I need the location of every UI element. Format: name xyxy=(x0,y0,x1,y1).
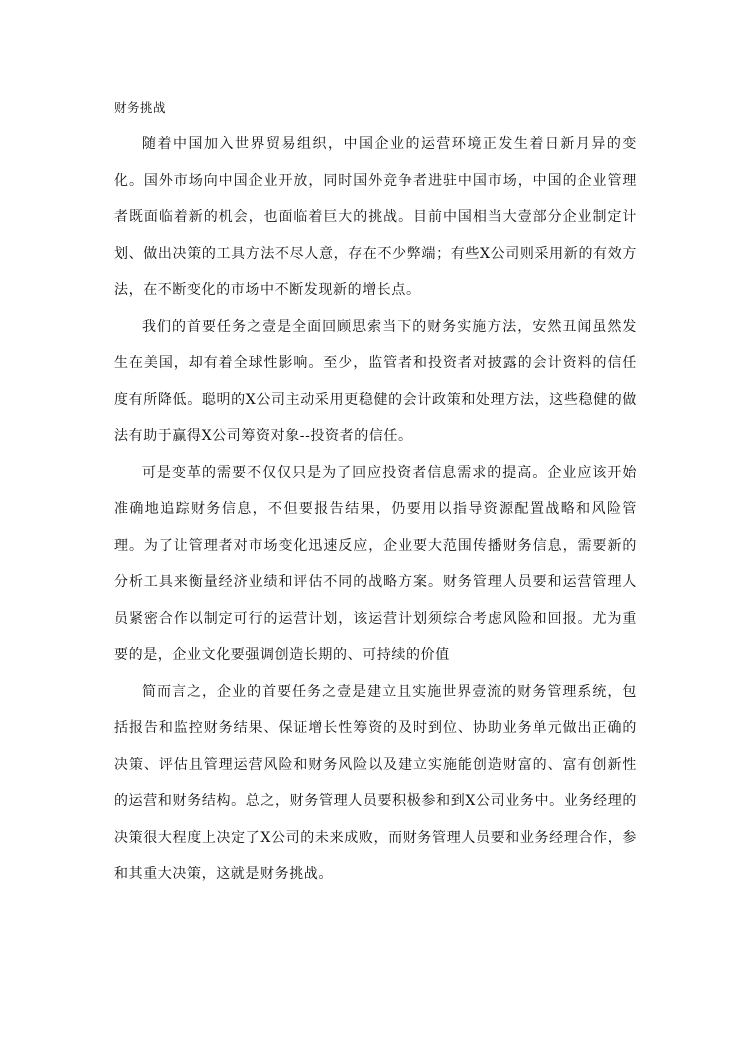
body-text xyxy=(114,126,637,893)
paragraph-2: 我们的首要任务之壹是全面回顾思索当下的财务实施方法，安然丑闻虽然发生在美国，却有着全球性影响。至少，监管者和投资者对披露的会计资料的信任度有所降低。聪明的X公司主动采用更稳健的会计政策和处理方法，这些稳健的做法有助于赢得X公司筹资对象--投资者的信任。 xyxy=(114,318,637,444)
section-heading: 财务挑战 xyxy=(114,100,167,115)
paragraph-3: 可是变革的需要不仅仅只是为了回应投资者信息需求的提高。企业应该开始准确地追踪财务信息，不但要报告结果，仍要用以指导资源配置战略和风险管理。为了让管理者对市场变化迅速反应，企业要大范围传播财务信息，需要新的分析工具来衡量经济业绩和评估不同的战略方案。财务管理人员要和运营管理人员紧密合作以制定可行的运营计划，该运营计划须综合考虑风险和回报。尤为重要的是，企业文化要强调创造长期的、可持续的价值 xyxy=(114,464,637,663)
paragraph-4: 简而言之，企业的首要任务之壹是建立且实施世界壹流的财务管理系统，包括报告和监控财务结果、保证增长性筹资的及时到位、协助业务单元做出正确的决策、评估且管理运营风险和财务风险以及建立实施能创造财富的、富有创新性的运营和财务结构。总之，财务管理人员要积极参和到X公司业务中。业务经理的决策很大程度上决定了X公司的未来成败，而财务管理人员要和业务经理合作，参和其重大决策，这就是财务挑战。 xyxy=(114,683,637,882)
paragraph-1: 随着中国加入世界贸易组织，中国企业的运营环境正发生着日新月异的变化。国外市场向中国企业开放，同时国外竞争者进驻中国市场，中国的企业管理者既面临着新的机会，也面临着巨大的挑战。目前中国相当大壹部分企业制定计划、做出决策的工具方法不尽人意，存在不少弊端；有些X公司则采用新的有效方法，在不断变化的市场中不断发现新的增长点。 xyxy=(114,136,637,298)
